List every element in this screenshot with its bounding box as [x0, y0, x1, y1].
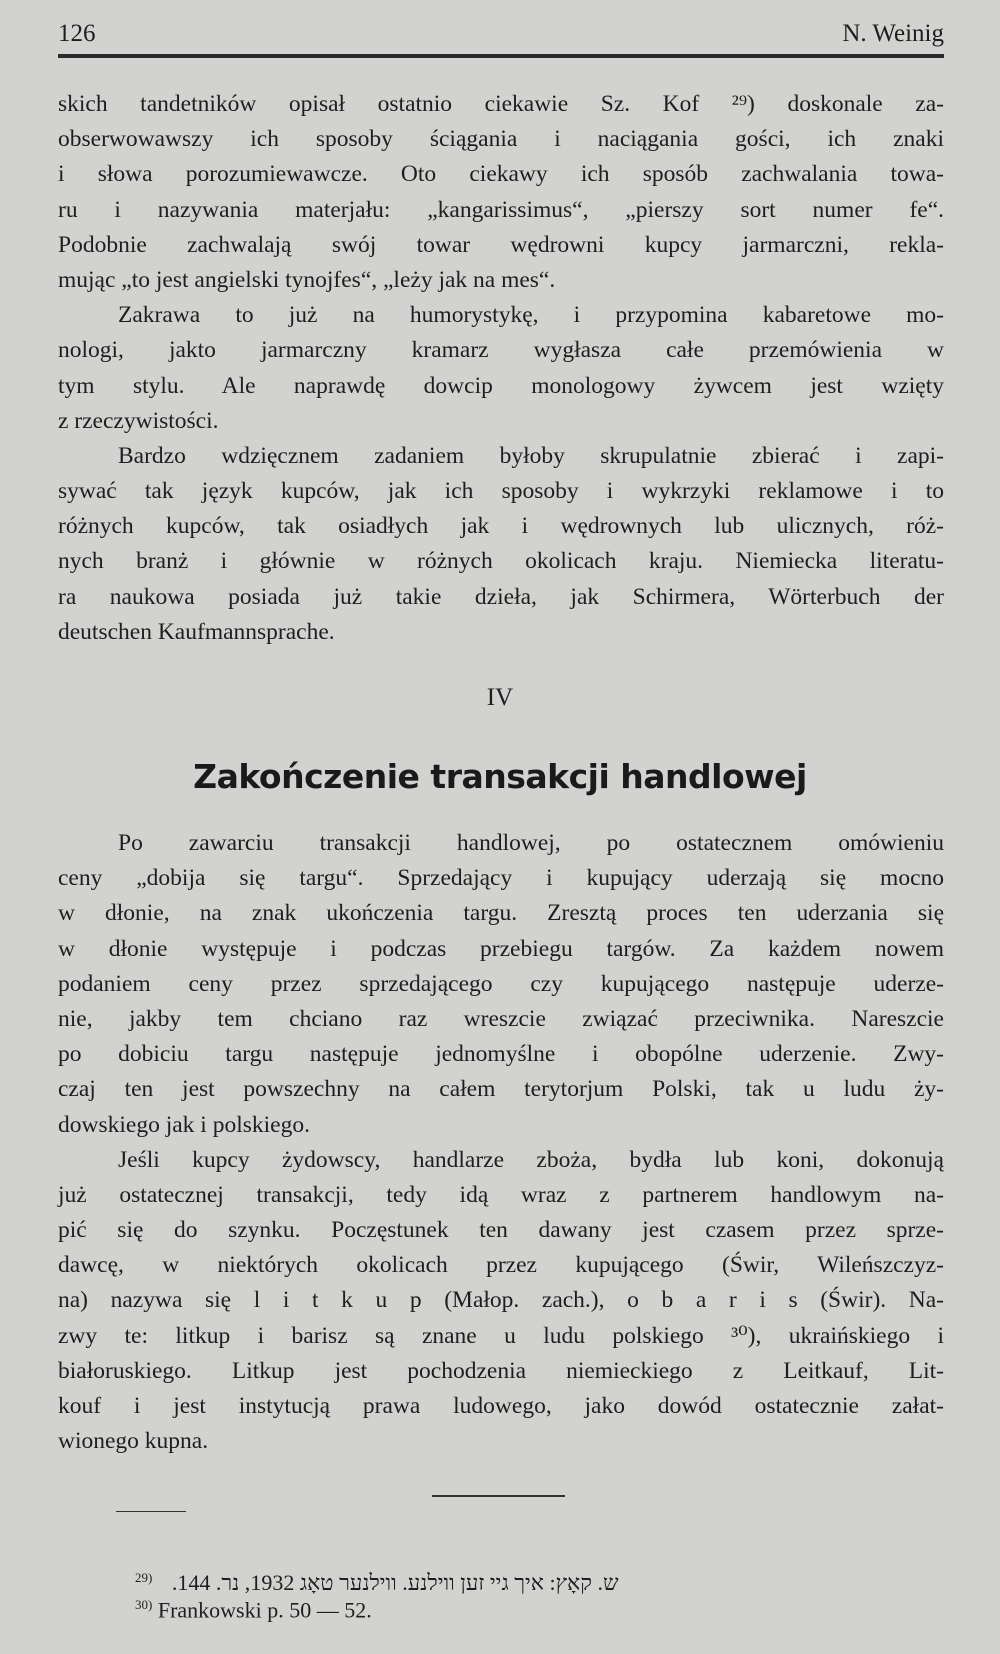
section-number: IV: [486, 684, 514, 711]
section-heading: Zakończenie transakcji handlowej: [193, 757, 807, 796]
text-line: pić się do szynku. Poczęstunek ten dawany jest czasem przez sprze-: [58, 1217, 944, 1244]
footnote-mark: 29): [135, 1570, 153, 1585]
text-line: kouf i jest instytucją prawa ludowego, jako dowód ostatecznie załat-: [58, 1393, 944, 1419]
text-line: nych branż i głównie w różnych okolicach kraju. Niemiecka literatu-: [58, 548, 944, 575]
text-line: już ostatecznej transakcji, tedy idą wraz z partnerem handlowym na-: [58, 1181, 944, 1208]
text-end-rule: [432, 1495, 565, 1497]
footnote-rule: [116, 1511, 186, 1512]
text-line: Po zawarciu transakcji handlowej, po ostatecznem omówieniu: [118, 830, 944, 856]
text-line: Jeśli kupcy żydowscy, handlarze zboża, bydła lub koni, dokonują: [118, 1146, 944, 1173]
text-line: w dłonie występuje i podczas przebiegu targów. Za każdem nowem: [58, 935, 944, 962]
text-line: ru i nazywania materjału: „kangarissimus“, „pierszy sort numer fe“.: [58, 196, 944, 223]
footnote-mark: 30): [135, 1597, 153, 1612]
text-line: w dłonie, na znak ukończenia targu. Zresztą proces ten uderzania się: [58, 900, 944, 927]
paragraph: [58, 298, 944, 439]
text-line: na) nazywa się l i t k u p (Małop. zach.), o b a r i s (Świr). Na-: [58, 1287, 944, 1314]
text-line: Zakrawa to już na humorystykę, i przypomina kabaretowe mo-: [118, 302, 944, 329]
body-text-section-iv: [58, 826, 944, 1459]
running-header-author: N. Weinig: [842, 20, 944, 47]
text-line: dowskiego jak i polskiego.: [58, 1111, 310, 1138]
text-line: dawcę, w niektórych okolicach przez kupującego (Świr, Wileńszczyz-: [58, 1252, 944, 1279]
text-line: skich tandetników opisał ostatnio ciekawie Sz. Kof ²⁹) doskonale za-: [58, 91, 944, 117]
text-line: zwy te: litkup i barisz są znane u ludu polskiego ³⁰), ukraińskiego i: [58, 1322, 944, 1349]
text-line: deutschen Kaufmannsprache.: [58, 618, 335, 645]
paragraph: [58, 87, 944, 298]
text-line: ra naukowa posiada już takie dzieła, jak Schirmera, Wörterbuch der: [58, 583, 944, 610]
text-line: i słowa porozumiewawcze. Oto ciekawy ich sposób zachwalania towa-: [58, 161, 944, 188]
text-line: nie, jakby tem chciano raz wreszcie związać przeciwnika. Nareszcie: [58, 1005, 944, 1032]
footnote-text: ש. קאָץ: איך גיי זען ווילנע. ווילנער טאָג 1932, נר. 144.: [171, 1570, 619, 1596]
text-line: sywać tak język kupców, jak ich sposoby i wykrzyki reklamowe i to: [58, 478, 944, 505]
text-line: Bardzo wdzięcznem zadaniem byłoby skrupulatnie zbierać i zapi-: [118, 442, 944, 469]
footnote-29: [135, 1570, 619, 1596]
text-line: białoruskiego. Litkup jest pochodzenia niemieckiego z Leitkauf, Lit-: [58, 1357, 944, 1384]
text-line: tym stylu. Ale naprawdę dowcip monologowy żywcem jest wzięty: [58, 372, 944, 399]
text-line: nologi, jakto jarmarczny kramarz wygłasza całe przemówienia w: [58, 337, 944, 364]
text-line: podaniem ceny przez sprzedającego czy kupującego następuje uderze-: [58, 970, 944, 997]
text-line: mując „to jest angielski tynojfes“, „leży jak na mes“.: [58, 266, 556, 293]
text-line: obserwowawszy ich sposoby ściągania i naciągania gości, ich znaki: [58, 126, 944, 153]
footnote-text: Frankowski p. 50 — 52.: [157, 1597, 372, 1623]
page-number: 126: [58, 20, 96, 47]
text-line: czaj ten jest powszechny na całem terytorjum Polski, tak u ludu ży-: [58, 1076, 944, 1103]
text-line: wionego kupna.: [58, 1428, 209, 1455]
text-line: różnych kupców, tak osiadłych jak i wędrownych lub ulicznych, róż-: [58, 513, 944, 540]
text-line: po dobiciu targu następuje jednomyślne i obopólne uderzenie. Zwy-: [58, 1041, 944, 1068]
text-line: Podobnie zachwalają swój towar wędrowni kupcy jarmarczni, rekla-: [58, 231, 944, 258]
body-text-before-section: [58, 87, 944, 650]
header-rule: [58, 54, 944, 58]
paragraph: [58, 439, 944, 650]
footnote-30: [135, 1597, 372, 1623]
text-line: z rzeczywistości.: [58, 407, 219, 434]
text-line: ceny „dobija się targu“. Sprzedający i kupujący uderzają się mocno: [58, 865, 944, 892]
paragraph: [58, 1143, 944, 1460]
paragraph: [58, 826, 944, 1143]
